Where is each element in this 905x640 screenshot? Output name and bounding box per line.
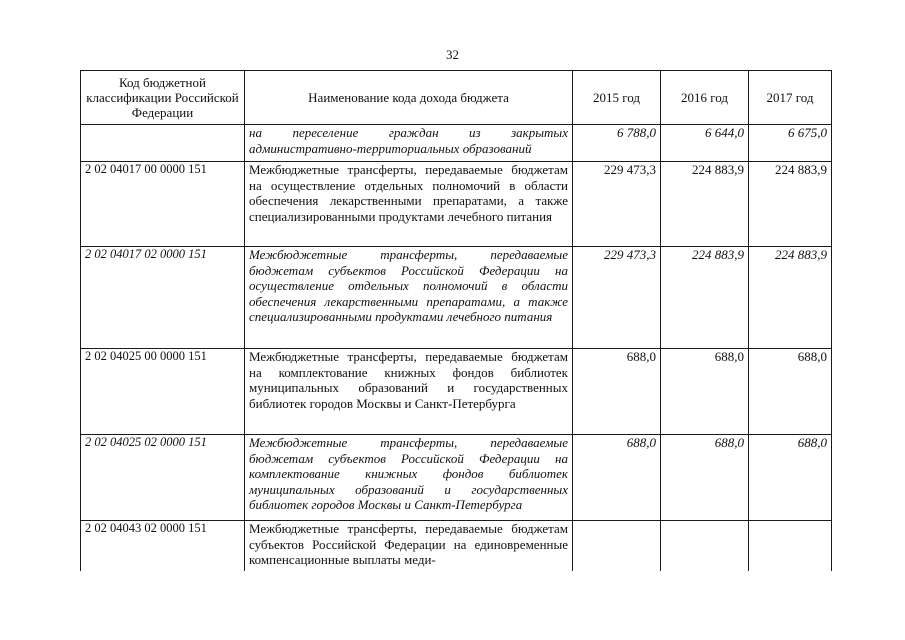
table-row xyxy=(81,435,832,521)
row-value-2016 xyxy=(661,521,749,571)
row-code: 2 02 04017 00 0000 151 xyxy=(81,162,245,247)
row-value-2017: 688,0 xyxy=(749,435,832,521)
row-value-2016: 6 644,0 xyxy=(661,125,749,162)
page-number: 32 xyxy=(446,47,459,62)
row-name: Межбюджетные трансферты, передаваемые бюджетам субъектов Российской Федерации на комплектование книжных фондов библиотек муниципальных образований и государственных библиотек городов Москвы и Санкт-Петербурга xyxy=(245,435,573,521)
row-value-2015: 6 788,0 xyxy=(573,125,661,162)
row-name: Межбюджетные трансферты, передаваемые бюджетам субъектов Российской Федерации на единовременные компенсационные выплаты меди- xyxy=(245,521,573,571)
row-code: 2 02 04025 02 0000 151 xyxy=(81,435,245,521)
row-value-2016: 688,0 xyxy=(661,435,749,521)
row-value-2017: 224 883,9 xyxy=(749,162,832,247)
row-name: на переселение граждан из закрытых административно-территориальных образований xyxy=(245,125,573,162)
row-name: Межбюджетные трансферты, передаваемые бюджетам на осуществление отдельных полномочий в области обеспечения лекарственными препаратами, а также специализированными продуктами лечебного питания xyxy=(245,162,573,247)
table-header-row xyxy=(81,71,832,125)
row-value-2017: 6 675,0 xyxy=(749,125,832,162)
row-value-2017: 224 883,9 xyxy=(749,247,832,349)
row-value-2017 xyxy=(749,521,832,571)
header-2015: 2015 год xyxy=(573,71,661,125)
table-row xyxy=(81,162,832,247)
header-name: Наименование кода дохода бюджета xyxy=(245,71,573,125)
table-row xyxy=(81,349,832,435)
row-code xyxy=(81,125,245,162)
row-value-2015 xyxy=(573,521,661,571)
table-row xyxy=(81,247,832,349)
row-value-2016: 224 883,9 xyxy=(661,162,749,247)
row-name: Межбюджетные трансферты, передаваемые бюджетам на комплектование книжных фондов библиотек муниципальных образований и государственных библиотек городов Москвы и Санкт-Петербурга xyxy=(245,349,573,435)
row-code: 2 02 04017 02 0000 151 xyxy=(81,247,245,349)
table-row xyxy=(81,125,832,162)
row-value-2016: 224 883,9 xyxy=(661,247,749,349)
row-value-2015: 229 473,3 xyxy=(573,162,661,247)
row-value-2016: 688,0 xyxy=(661,349,749,435)
budget-revenue-table xyxy=(80,70,832,571)
header-code: Код бюджетной классификации Российской Федерации xyxy=(81,71,245,125)
header-2016: 2016 год xyxy=(661,71,749,125)
table-row xyxy=(81,521,832,571)
row-code: 2 02 04043 02 0000 151 xyxy=(81,521,245,571)
row-code: 2 02 04025 00 0000 151 xyxy=(81,349,245,435)
row-value-2015: 688,0 xyxy=(573,435,661,521)
row-value-2015: 688,0 xyxy=(573,349,661,435)
row-value-2015: 229 473,3 xyxy=(573,247,661,349)
header-2017: 2017 год xyxy=(749,71,832,125)
row-value-2017: 688,0 xyxy=(749,349,832,435)
row-name: Межбюджетные трансферты, передаваемые бюджетам субъектов Российской Федерации на осуществление отдельных полномочий в области обеспечения лекарственными препаратами, а также специализированными продуктами лечебного питания xyxy=(245,247,573,349)
